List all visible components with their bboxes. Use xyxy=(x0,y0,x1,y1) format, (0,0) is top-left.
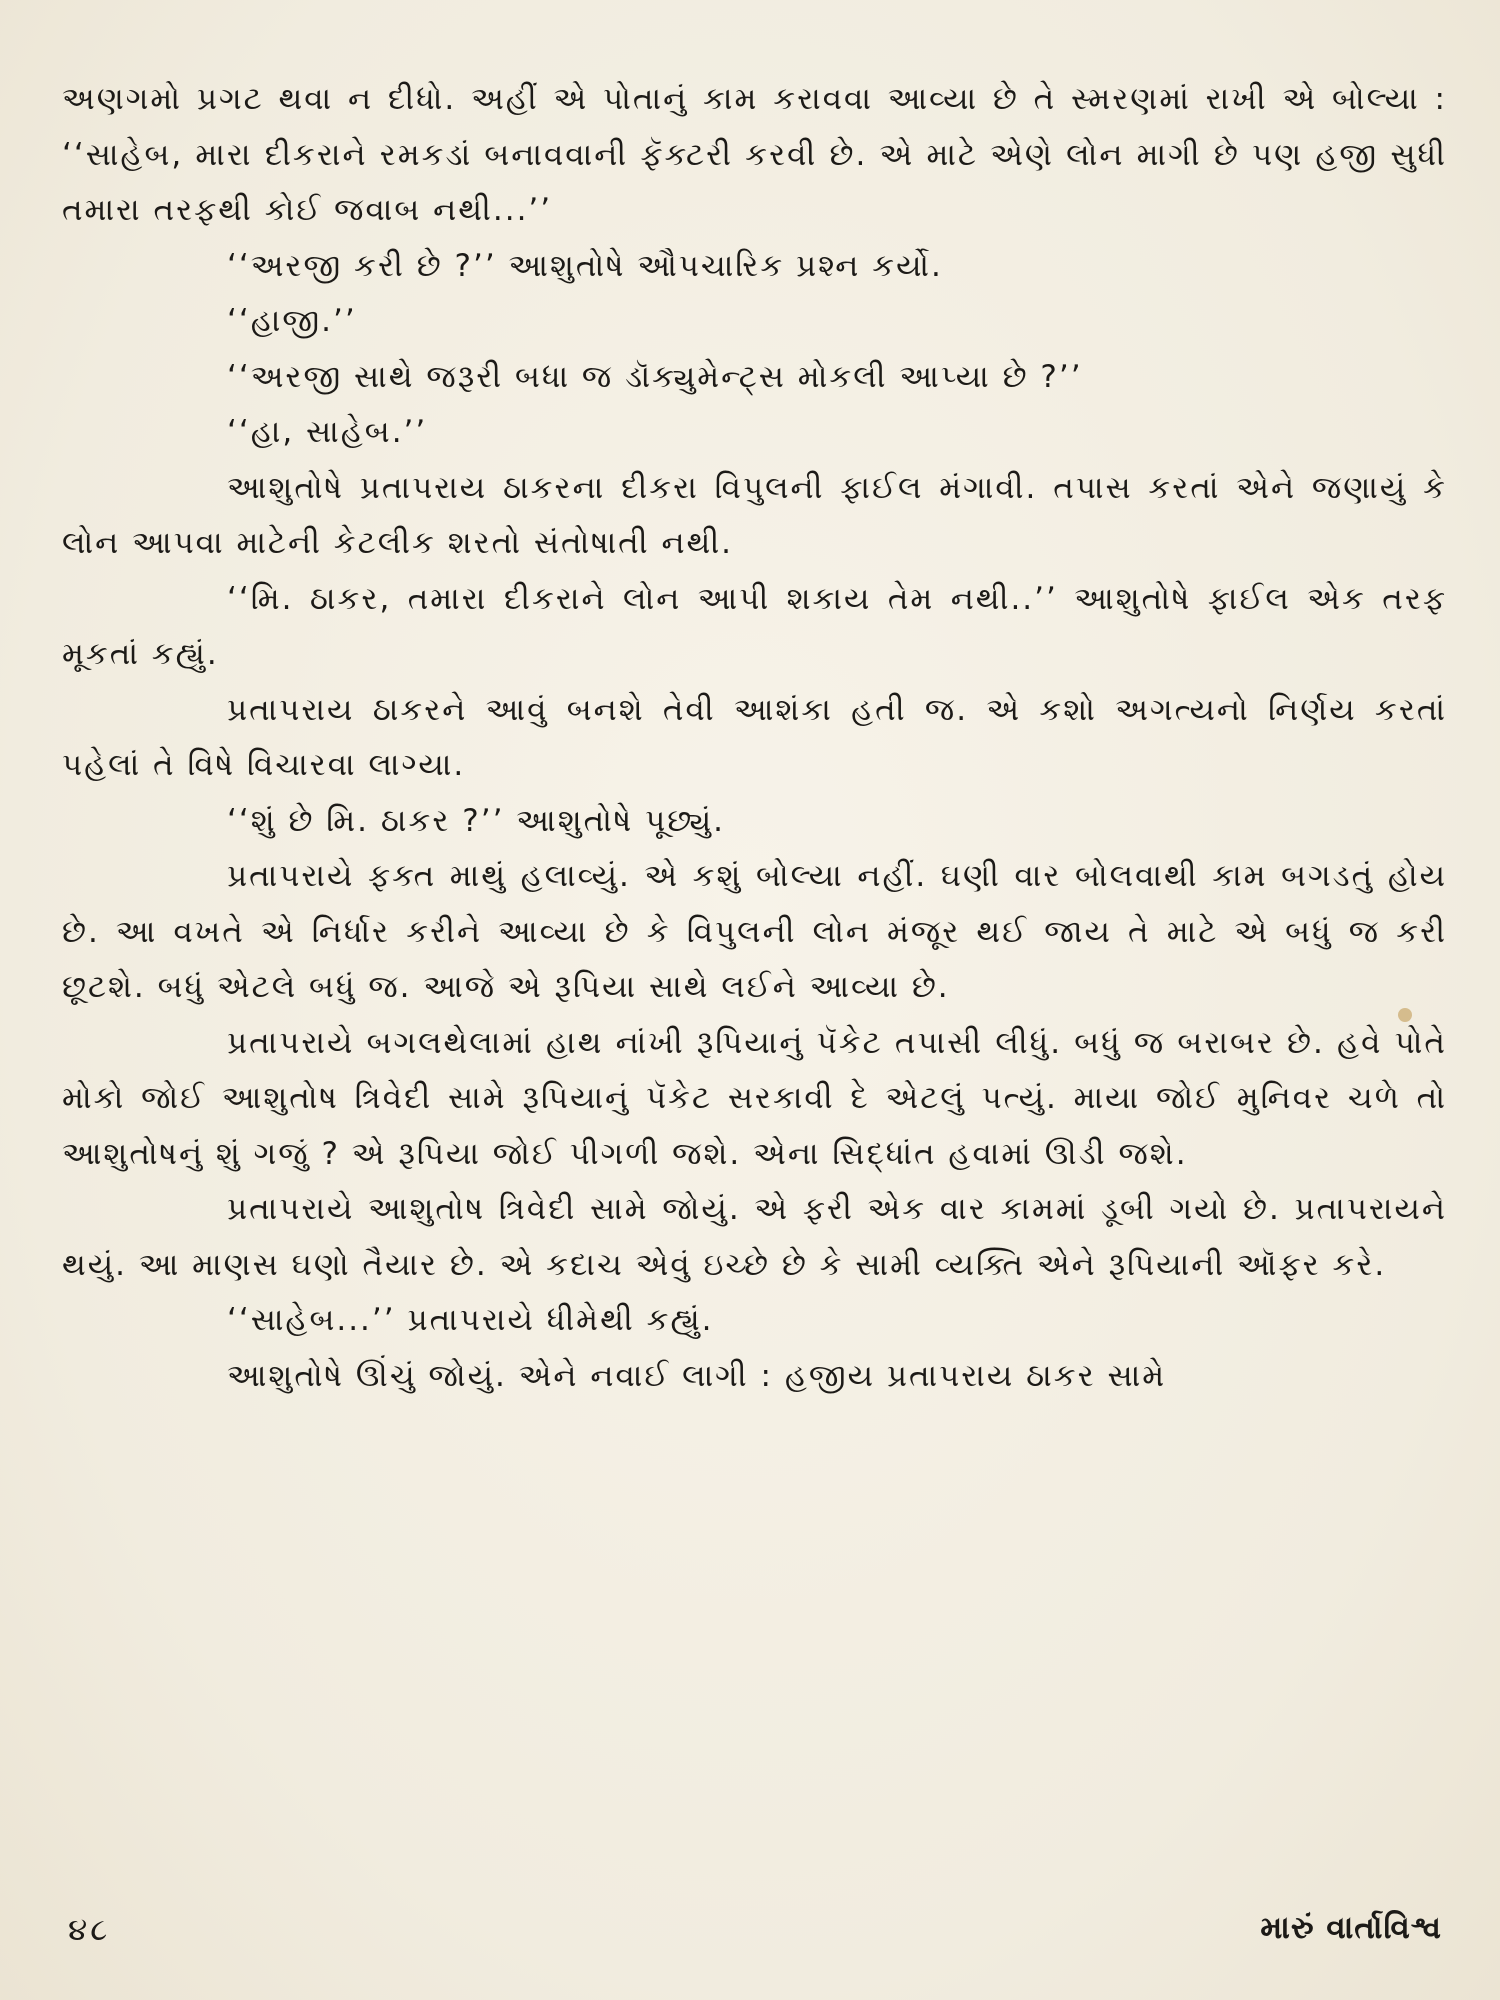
paragraph: ‘‘શું છે મિ. ઠાકર ?’’ આશુતોષે પૂછ્યું. xyxy=(227,802,726,839)
paragraph: ‘‘હાજી.’’ xyxy=(227,303,357,339)
paper-stain xyxy=(1398,1008,1412,1022)
paragraph: પ્રતાપરાયે બગલથેલામાં હાથ નાંખી રૂપિયાનું પૅકેટ તપાસી લીધું. બધું જ બરાબર છે. હવે પોતે મોકો જોઈ આશુતોષ ત્રિવેદી સામે રૂપિયાનું પૅકેટ સરકાવી દે એટલું પત્યું. માયા જોઈ મુનિવર ચળે તો આશુતોષનું શું ગજું ? એ રૂપિયા જોઈ પીગળી જશે. એના સિદ્ધાંત હવામાં ઊડી જશે. xyxy=(62,1024,1447,1172)
paragraph: અણગમો પ્રગટ થવા ન દીધો. અહીં એ પોતાનું કામ કરાવવા આવ્યા છે તે સ્મરણમાં રાખી એ બોલ્યા : ‘‘સાહેબ, મારા દીકરાને રમકડાં બનાવવાની ફૅક્ટરી કરવી છે. એ માટે એણે લોન માગી છે પણ હજી સુધી તમારા તરફથી કોઈ જવાબ નથી...’’ xyxy=(62,81,1447,228)
paragraph: ‘‘અરજી કરી છે ?’’ આશુતોષે ઔપચારિક પ્રશ્ન કર્યો. xyxy=(227,247,943,284)
paragraph: ‘‘સાહેબ...’’ પ્રતાપરાયે ધીમેથી કહ્યું. xyxy=(227,1302,714,1338)
paragraph: પ્રતાપરાય ઠાકરને આવું બનશે તેવી આશંકા હતી જ. એ કશો અગત્યનો નિર્ણય કરતાં પહેલાં તે વિષે વિચારવા લાગ્યા. xyxy=(62,691,1447,783)
paragraph: પ્રતાપરાયે આશુતોષ ત્રિવેદી સામે જોયું. એ ફરી એક વાર કામમાં ડૂબી ગયો છે. પ્રતાપરાયને થયું. આ માણસ ઘણો તૈયાર છે. એ કદાચ એવું ઇચ્છે છે કે સામી વ્યક્તિ એને રૂપિયાની ઑફર કરે. xyxy=(62,1191,1447,1283)
paragraph: ‘‘હા, સાહેબ.’’ xyxy=(227,414,428,450)
body-text xyxy=(62,72,1447,1404)
paragraph: ‘‘મિ. ઠાકર, તમારા દીકરાને લોન આપી શકાય તેમ નથી..’’ આશુતોષે ફાઈલ એક તરફ મૂકતાં કહ્યું. xyxy=(62,580,1447,672)
paragraph: આશુતોષે ઊંચું જોયું. એને નવાઈ લાગી : હજીય પ્રતાપરાય ઠાકર સામે xyxy=(227,1357,1167,1394)
paragraph: આશુતોષે પ્રતાપરાય ઠાકરના દીકરા વિપુલની ફાઈલ મંગાવી. તપાસ કરતાં એને જણાયું કે લોન આપવા માટેની કેટલીક શરતો સંતોષાતી નથી. xyxy=(62,469,1447,561)
paragraph: પ્રતાપરાયે ફક્ત માથું હલાવ્યું. એ કશું બોલ્યા નહીં. ઘણી વાર બોલવાથી કામ બગડતું હોય છે. આ વખતે એ નિર્ધાર કરીને આવ્યા છે કે વિપુલની લોન મંજૂર થઈ જાય તે માટે એ બધું જ કરી છૂટશે. બધું એટલે બધું જ. આજે એ રૂપિયા સાથે લઈને આવ્યા છે. xyxy=(62,858,1447,1005)
running-title: મારું વાર્તાવિશ્વ xyxy=(1260,1910,1442,1946)
page-number: ૪૮ xyxy=(68,1912,111,1948)
paragraph: ‘‘અરજી સાથે જરૂરી બધા જ ડૉક્યુમેન્ટ્સ મોકલી આપ્યા છે ?’’ xyxy=(227,358,1083,395)
